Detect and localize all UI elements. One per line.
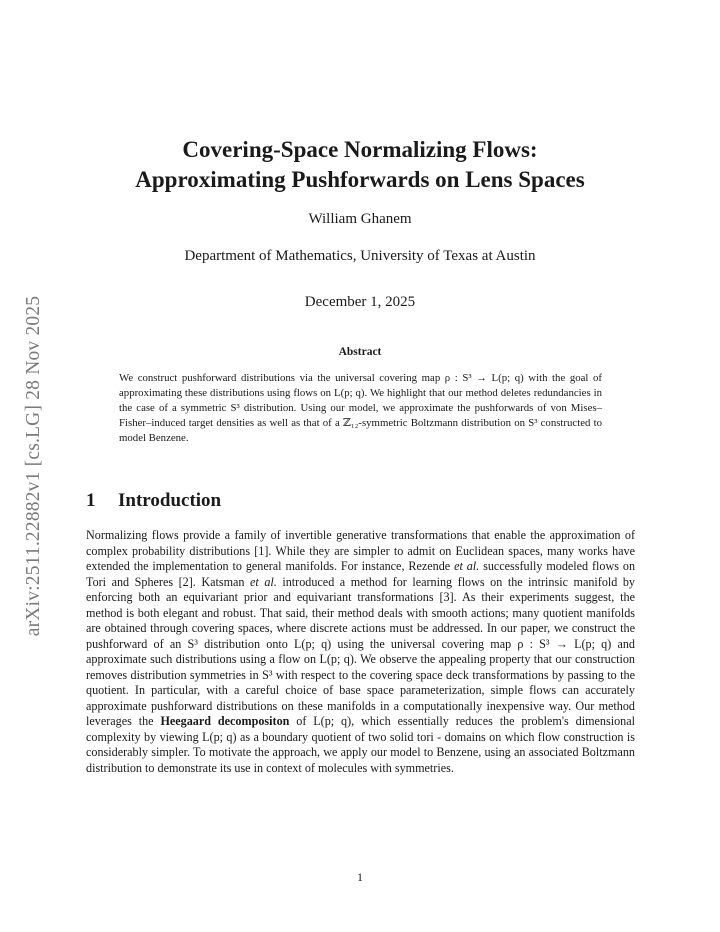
- intro-et-al-2: et al.: [250, 574, 277, 589]
- section-heading-introduction: [86, 490, 221, 512]
- section-title: Introduction: [118, 490, 222, 511]
- intro-text-part-4: of L(p; q), which essentially reduces the problem's dimensional complexity by viewing L(p; q) as a boundary quotient of two solid tori - domains on which flow construction is considerably simpler. To motivate the approach, we apply our model to Benzene, using an associated Boltzmann distribution to demonstrate its use in context of molecules with symmetries.: [86, 714, 635, 775]
- paper-title-line-1: Covering-Space Normalizing Flows:: [182, 137, 538, 162]
- author-name: William Ghanem: [308, 211, 412, 227]
- intro-text-part-2: successfully modeled flows on Tori and Spheres [2]. Katsman: [86, 559, 636, 589]
- intro-text-part-1: Normalizing flows provide a family of invertible generative transformations that enable the approximation of complex probability distributions [1]. While they are simpler to admit on Euclidean spaces, many works have extended the implementation to general manifolds. For instance, Rezende: [86, 528, 635, 573]
- page-number: 1: [357, 870, 363, 884]
- arxiv-identifier-stamp: arXiv:2511.22882v1 [cs.LG] 28 Nov 2025: [23, 295, 44, 637]
- paper-title: [60, 135, 660, 195]
- abstract-text: We construct pushforward distributions via the universal covering map ρ : S³ → L(p; q) with the goal of approximating these distributions using flows on L(p; q). We highlight that our method deletes redundancies in the case of a symmetric S³ distribution. Using our model, we approximate the pushforwards of von Mises–Fisher–induced target densities as well as that of a ℤ₁₂-symmetric Boltzmann distribution on S³ constructed to model Benzene.: [119, 372, 602, 444]
- abstract-heading: Abstract: [338, 346, 382, 358]
- introduction-paragraph: [86, 528, 635, 776]
- publication-date: December 1, 2025: [304, 294, 416, 310]
- intro-et-al-1: et al.: [454, 559, 480, 573]
- intro-text-part-3: introduced a method for learning flows on the intrinsic manifold by enforcing both an equivariant prior and equivariant transformations [3]. As their experiments suggest, the method is both elegant and robust. That said, their method deals with smooth actions; many quotient manifolds are obtained through covering spaces, where discrete actions must be addressed. In our paper, we construct the pushforward of an S³ distribution onto L(p; q) using the universal covering map ρ : S³ → L(p; q) and approximate such distributions using a flow on L(p; q). We observe the appealing property that our construction removes distribution symmetries in S³ with respect to the covering space deck transformations by passing to the quotient. In particular, with a careful choice of base space parameterization, simple flows can accurately approximate pushforward distributions on these manifolds in a computationally inexpensive way. Our method leverages the: [86, 574, 636, 728]
- section-number: 1: [86, 490, 96, 511]
- intro-bold-term: Heegaard decompositon: [160, 714, 290, 728]
- author-affiliation: Department of Mathematics, University of Texas at Austin: [184, 248, 536, 264]
- paper-title-line-2: Approximating Pushforwards on Lens Spaces: [135, 167, 585, 192]
